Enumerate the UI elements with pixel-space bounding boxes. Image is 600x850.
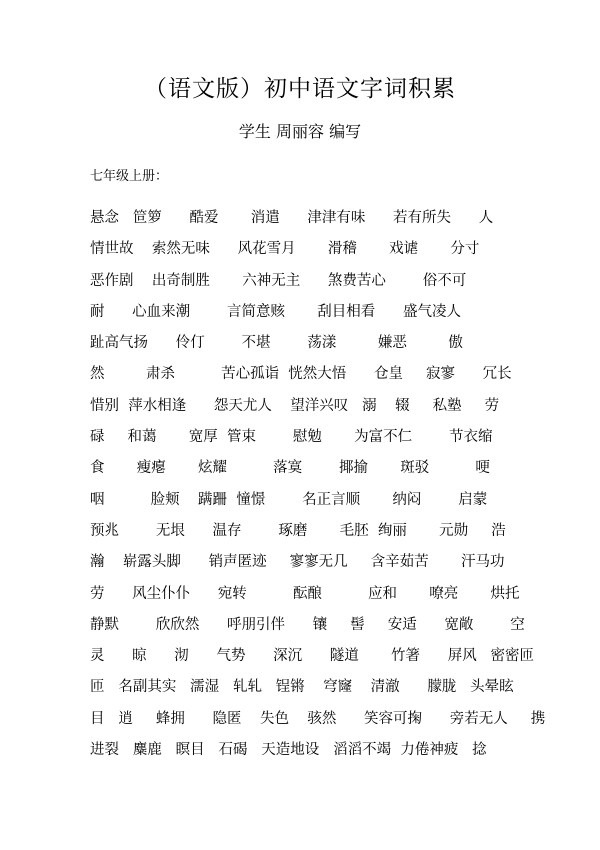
section-heading: 七年级上册： [90,169,169,184]
document-title: （语文版）初中语文字词积累 [144,76,456,102]
vocabulary-list [90,207,590,770]
vocabulary-line: 悬念 笸箩 酷爱 消遣 津津有味 若有所失 人 [90,210,494,226]
vocabulary-line: 然 肃杀 苦心孤诣 恍然大悟 仓皇 寂寥 冗长 [90,366,512,383]
vocabulary-line: 恶作剧 出奇制胜 六神无主 煞费苦心 俗不可 [90,272,467,289]
vocabulary-line: 劳 风尘仆仆 宛转 酝酿 应和 嘹亮 烘托 [90,585,520,602]
vocabulary-line: 匝 名副其实 濡湿 轧轧 锃锵 穹窿 清澈 朦胧 头晕眩 [90,679,514,696]
vocabulary-line: 静默 欣欣然 呼朋引伴 镶 髻 安适 宽敞 空 [90,616,525,633]
document-author: 学生 周丽容 编写 [238,122,362,141]
vocabulary-line: 目 逍 蜂拥 隐匿 失色 骇然 笑容可掬 旁若无人 携 [90,710,546,727]
vocabulary-line: 食 瘦瘪 炫耀 落寞 揶揄 斑驳 哽 [90,460,490,477]
vocabulary-line: 惜别 萍水相逢 怨天尤人 望洋兴叹 溺 辍 私塾 劳 [90,397,500,414]
vocabulary-line: 咽 脸颊 蹒跚 憧憬 名正言顺 纳闷 启蒙 [90,491,488,508]
vocabulary-line: 预兆 无垠 温存 琢磨 毛胚 绚丽 元勋 浩 [90,522,506,539]
vocabulary-line: 趾高气扬 伶仃 不堪 荡漾 嫌恶 傲 [90,335,463,352]
vocabulary-line: 碌 和蔼 宽厚 管束 慰勉 为富不仁 节衣缩 [90,429,493,446]
vocabulary-line: 瀚 崭露头脚 销声匿迹 寥寥无几 含辛茹苦 汗马功 [90,554,505,571]
vocabulary-line: 情世故 索然无味 风花雪月 滑稽 戏谑 分寸 [90,241,480,258]
vocabulary-line: 耐 心血来潮 言简意赅 刮目相看 盛气凌人 [90,303,461,320]
vocabulary-line: 灵 晾 沏 气势 深沉 隧道 竹箸 屏风 密密匝 [90,648,535,665]
vocabulary-line: 进裂 麋鹿 瞑目 石碣 天造地设 滔滔不竭 力倦神疲 捻 [90,742,487,759]
